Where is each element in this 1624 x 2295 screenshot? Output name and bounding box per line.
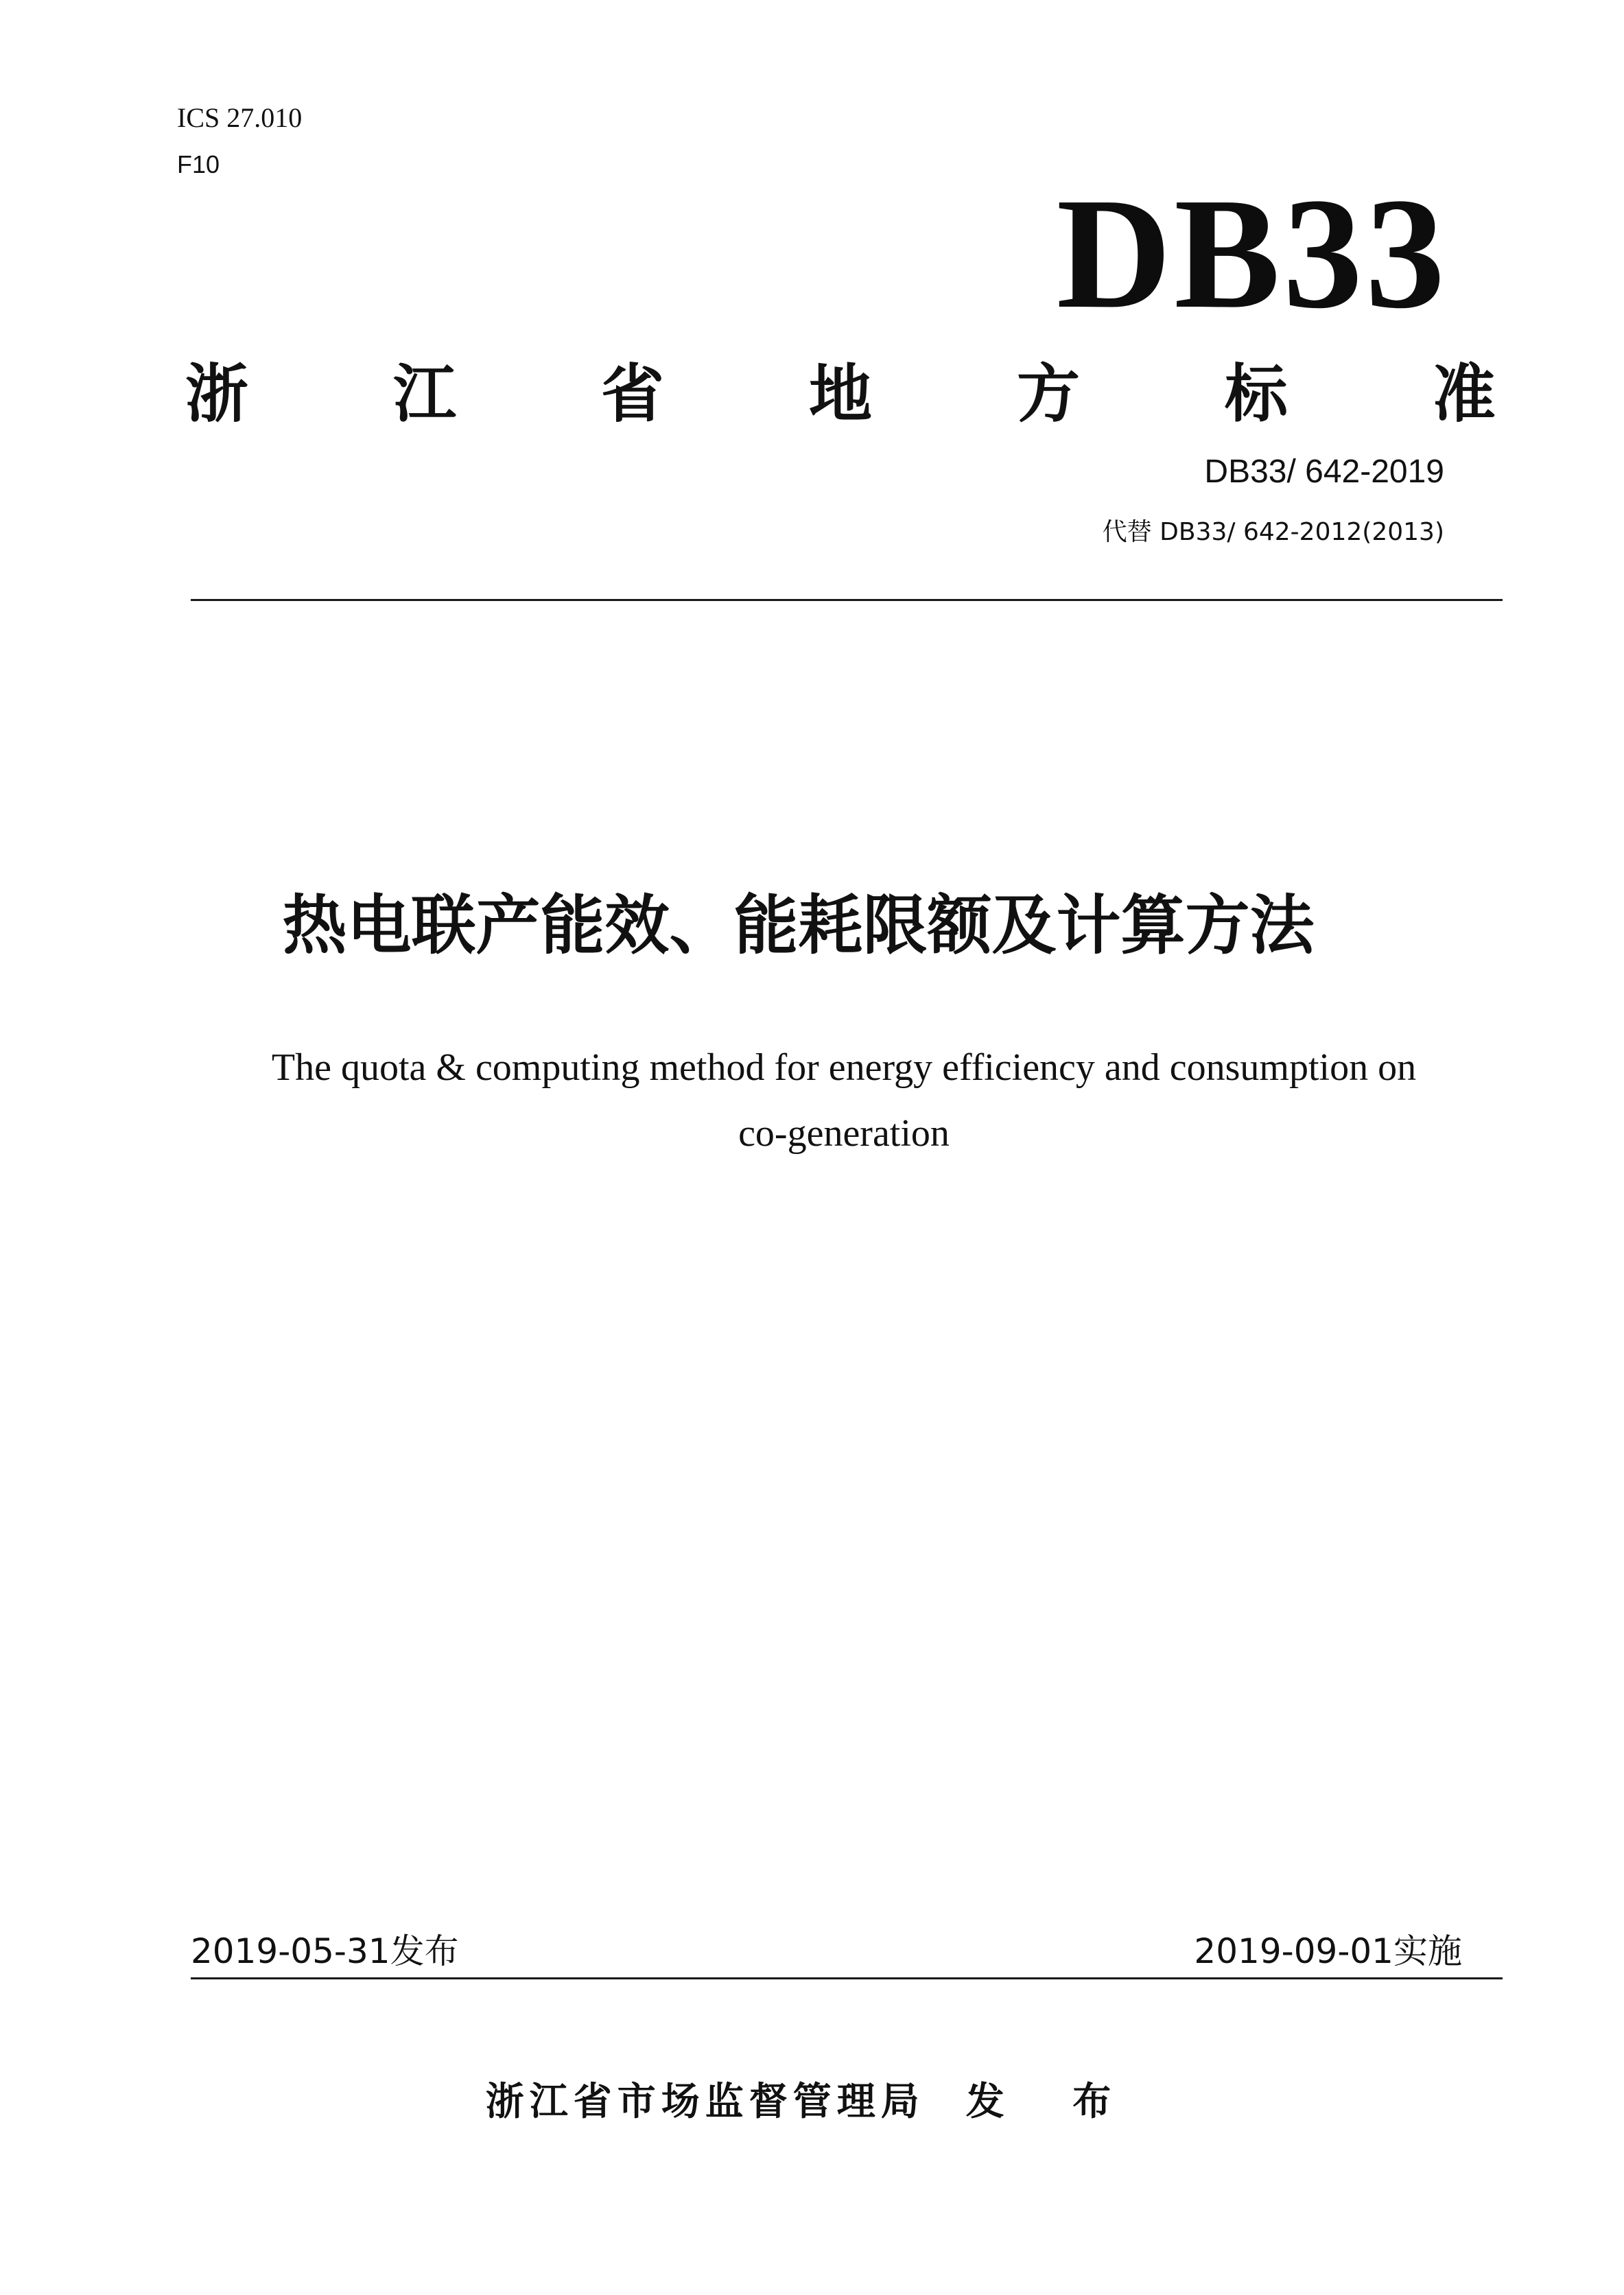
top-divider <box>191 599 1503 601</box>
issue-date: 2019-05-31发布 <box>191 1931 459 1971</box>
title-chinese: 热电联产能效、能耗限额及计算方法 <box>282 888 1315 963</box>
standard-code: DB33/ 642-2019 <box>1204 454 1444 490</box>
implementation-date: 2019-09-01实施 <box>1194 1931 1462 1971</box>
standard-type-char: 江 <box>392 357 456 431</box>
standard-type-char: 标 <box>1224 357 1288 431</box>
standard-type-char: 浙 <box>185 357 249 431</box>
standard-type <box>185 357 1496 432</box>
publisher-action: 发 布 <box>965 2080 1139 2124</box>
db33-logo: DB33 <box>1056 165 1448 342</box>
publisher-name: 浙江省市场监督管理局 <box>485 2080 925 2124</box>
bottom-divider <box>191 1977 1503 1979</box>
replaces-standard: 代替 DB33/ 642-2012(2013) <box>1102 518 1444 546</box>
standard-type-char: 地 <box>808 357 872 431</box>
title-english <box>261 1035 1427 1166</box>
ics-number: ICS 27.010 <box>177 102 303 133</box>
ccs-number: F10 <box>177 150 220 178</box>
standard-type-char: 方 <box>1016 357 1080 431</box>
publisher <box>0 2078 1624 2127</box>
standard-type-char: 准 <box>1432 357 1496 431</box>
title-english-line-2: co-generation <box>738 1112 950 1155</box>
standard-type-char: 省 <box>600 357 664 431</box>
title-english-line-1: The quota & computing method for energy efficiency and consumption on <box>271 1046 1417 1089</box>
